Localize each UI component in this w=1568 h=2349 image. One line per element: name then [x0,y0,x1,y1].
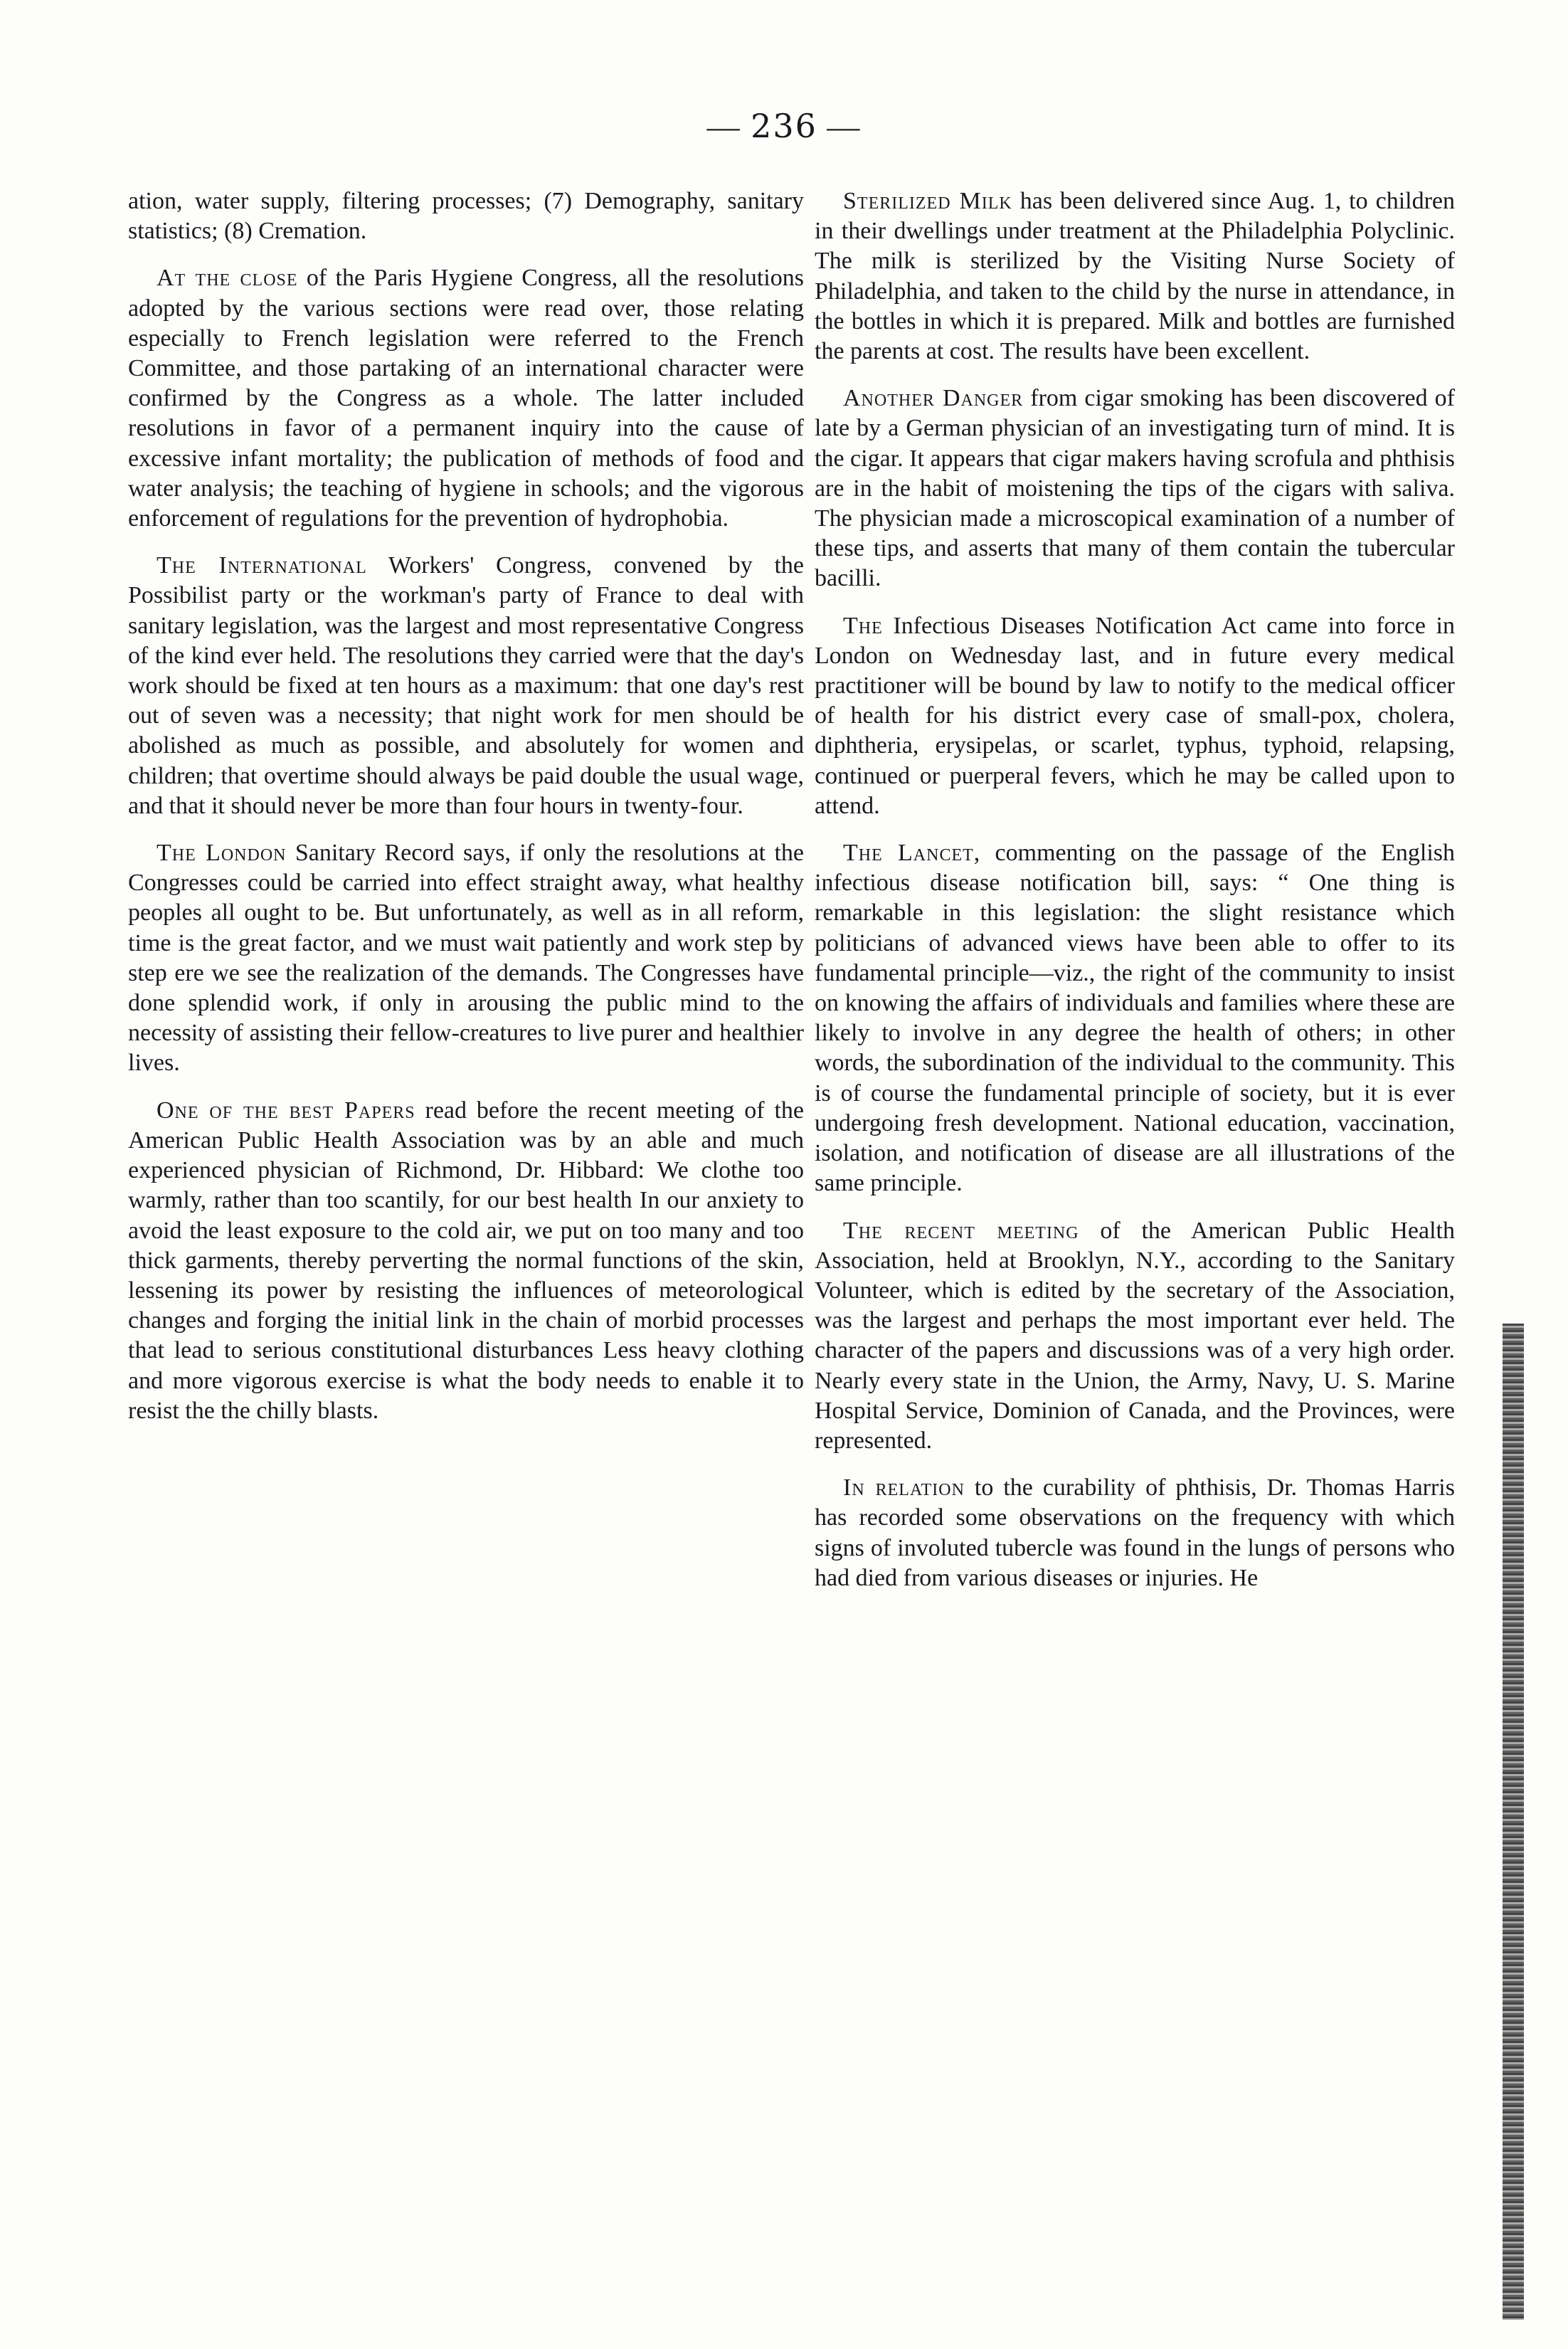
paragraph-lead: Sterilized Milk [843,188,1012,214]
paragraph [128,186,804,246]
paragraph-lead: The [843,612,883,639]
paragraph-text: ation, water supply, filtering processes; (7) Demography, sanitary statistics; (8) Cremation. [128,188,804,245]
paragraph-lead: The recent meeting [843,1217,1079,1244]
dash-left: — [706,108,741,144]
paragraph-text: of the American Public Health Association, held at Brooklyn, N.Y., according to the Sanitary Volunteer, which is edited by the secretary of the Association, was the largest and perhaps the most important ever held. The character of the papers and discussions was of a very high order. Nearly every state in the Union, the Army, Navy, U. S. Marine Hospital Service, Dominion of Canada, and the Provinces, were represented. [815,1217,1455,1454]
paragraph-text: has been delivered since Aug. 1, to children in their dwellings under treatment at the Philadelphia Polyclinic. The milk is sterilized by the Visiting Nurse Society of Philadelphia, and taken to the child by the nurse in attendance, in the bottles in which it is prepared. Milk and bottles are furnished the parents at cost. The results have been excellent. [815,188,1456,365]
paragraph-lead: In relation [843,1474,965,1501]
paragraph-text: of the Paris Hygiene Congress, all the resolutions adopted by the various sections were read over, those relating especially to French legislation were referred to the French Committee, and those partaking of an international character were confirmed by the Congress as a whole. The latter included resolutions in favor of a permanent inquiry into the cause of excessive infant mortality; the publication of methods of food and water analysis; the teaching of hygiene in schools; and the vigorous enforcement of regulations for the prevention of hydrophobia. [128,265,804,532]
paragraph [128,1096,804,1426]
paragraph-lead: The International [157,552,367,579]
paragraph-text: Workers' Congress, convened by the Possibilist party or the workman's party of France to deal with sanitary legislation, was the largest and most representative Congress of the kind ever held. The resolutions they carried were that the day's work should be fixed at ten hours as a maximum: that one day's rest out of seven was a necessity; that night work for men should be abolished as much as possible, and absolutely for women and children; that overtime should always be paid double the usual wage, and that it should never be more than four hours in twenty-four. [128,552,804,819]
paragraph [128,263,804,534]
right-column [815,186,1455,1610]
paragraph-lead: The Lancet, [843,840,981,867]
paragraph [815,186,1455,366]
paragraph-text: Infectious Diseases Notification Act came into force in London on Wednesday last, and in future every medical practitioner will be bound by law to notify to the medical officer of health for his district every case of small-pox, cholera, diphtheria, erysipelas, or scarlet, typhus, typhoid, relapsing, continued or puerperal fevers, which he may be called upon to attend. [815,612,1455,819]
page-edge-binding [1503,1324,1524,2320]
paragraph [128,838,804,1079]
paragraph-lead: The London [157,840,287,867]
paragraph-text: from cigar smoking has been discovered of late by a German physician of an investigating turn of mind. It is the cigar. It appears that cigar makers having scrofula and phthisis are in the habit of moistening the tips of the cigars with saliva. The physician made a microscopical examination of a number of these tips, and asserts that many of them contain the tubercular bacilli. [815,385,1455,592]
left-column [128,186,804,1443]
page-number [0,107,1568,145]
paragraph-lead: Another Danger [843,385,1024,412]
paragraph-text: commenting on the passage of the English infectious disease notification bill, says: “ One thing is remarkable in this legislation: the slight resistance which politicians of advanced views have been able to offer to its fundamental principle—viz., the right of the community to insist on knowing the affairs of individuals and families where these are likely to involve in any degree the health of others; in other words, the subordination of the individual to the community. This is of course the fundamental principle of society, but it is ever undergoing fresh development. National education, vaccination, isolation, and notification of disease are all illustrations of the same principle. [815,840,1455,1197]
paragraph [815,1473,1455,1593]
paragraph [815,611,1455,821]
paragraph-text: Sanitary Record says, if only the resolutions at the Congresses could be carried into effect straight away, what healthy peoples all ought to be. But unfortunately, as well as in all reform, time is the great factor, and we must wait patiently and work step by step ere we see the realization of the demands. The Congresses have done splendid work, if only in arousing the public mind to the necessity of assisting their fellow-creatures to live purer and healthier lives. [128,840,804,1077]
paragraph [128,551,804,821]
paragraph [815,1216,1455,1457]
paragraph-lead: One of the best Papers [157,1097,415,1124]
page-number-value: 236 [751,107,817,145]
paragraph-text: to the curability of phthisis, Dr. Thomas Harris has recorded some observations on the frequency with which signs of involuted tubercle was found in the lungs of persons who had died from various diseases or injuries. He [815,1474,1455,1591]
paragraph [815,384,1455,593]
dash-right: — [827,108,862,144]
paragraph [815,838,1455,1198]
paragraph-text: read before the recent meeting of the American Public Health Association was by an able and much experienced physician of Richmond, Dr. Hibbard: We clothe too warmly, rather than too scantily, for our best health In our anxiety to avoid the least exposure to the cold air, we put on too many and too thick garments, thereby perverting the normal functions of the skin, lessening its power by resisting the influences of meteorological changes and forging the initial link in the chain of morbid processes that lead to serious constitutional disturbances Less heavy clothing and more vigorous exercise is what the body needs to enable it to resist the the chilly blasts. [128,1097,804,1424]
paragraph-lead: At the close [157,265,298,292]
